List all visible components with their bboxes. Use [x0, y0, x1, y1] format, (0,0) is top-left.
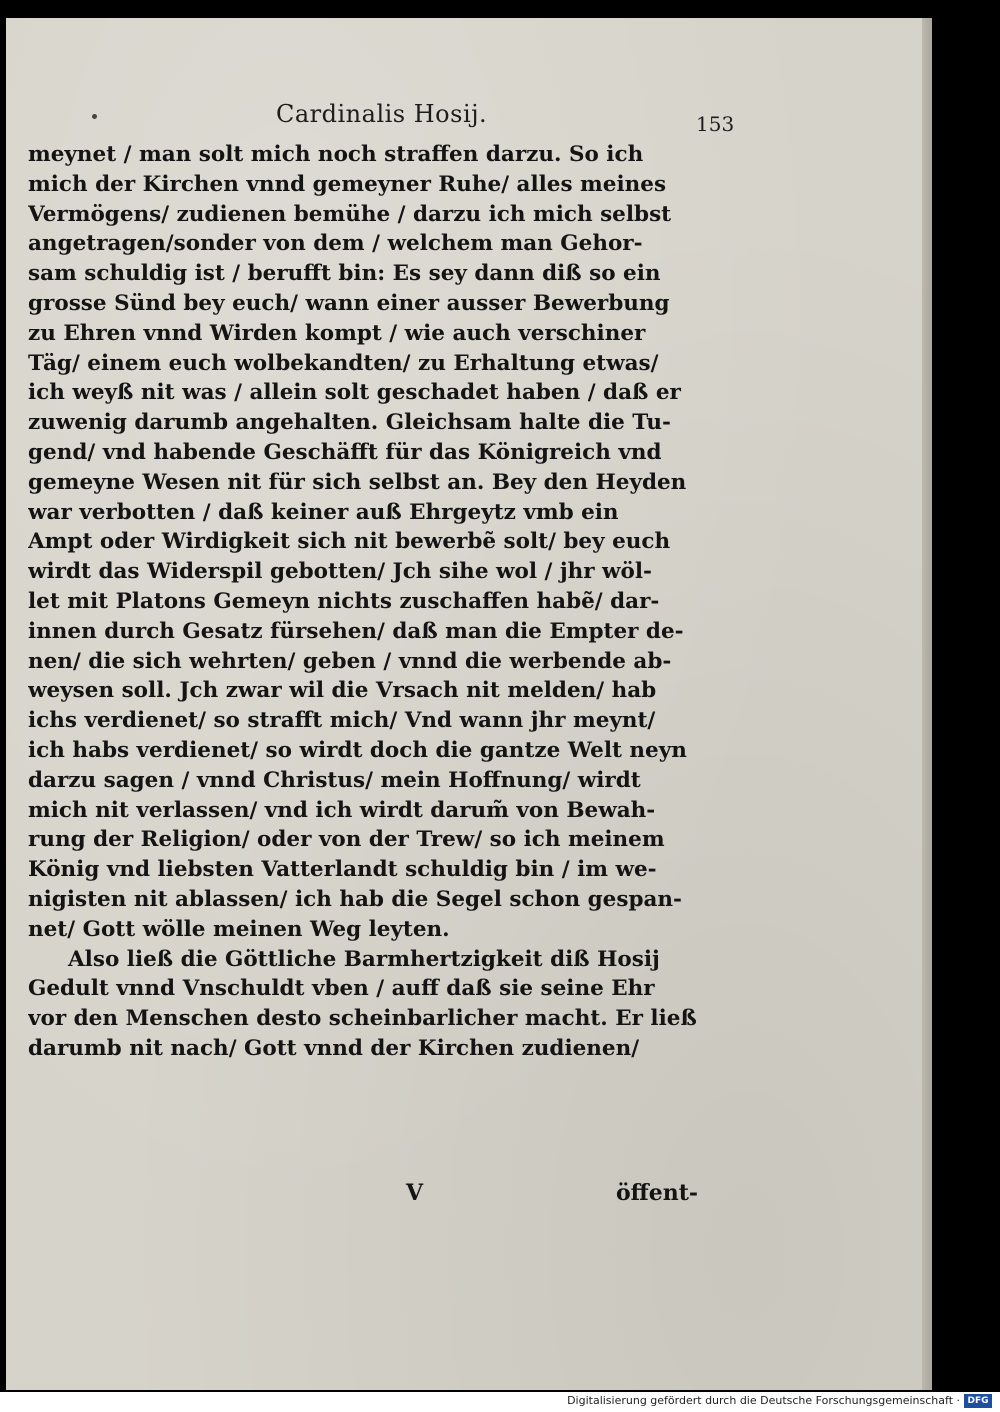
signature-line — [28, 1180, 698, 1210]
text-line: let mit Platons Gemeyn nichts zuschaffen habẽ/ dar- — [28, 588, 660, 614]
text-line: Also ließ die Göttliche Barmhertzigkeit diß Hosij — [68, 946, 660, 972]
text-line: wirdt das Widerspil gebotten/ Jch sihe wol / jhr wöl- — [28, 559, 652, 585]
catchword: öffent- — [615, 1180, 698, 1206]
page-edge — [922, 18, 932, 1390]
signature-mark: V — [406, 1180, 424, 1206]
text-line: ich weyß nit was / allein solt geschadet haben / daß er — [28, 380, 681, 406]
text-line: ichs verdienet/ so strafft mich/ Vnd wann jhr meynt/ — [28, 708, 656, 734]
text-line: zu Ehren vnnd Wirden kompt / wie auch verschiner — [28, 320, 646, 346]
book-page — [6, 18, 932, 1390]
text-line: vor den Menschen desto scheinbarlicher macht. Er ließ — [28, 1006, 697, 1032]
text-line: net/ Gott wölle meinen Weg leyten. — [28, 916, 450, 942]
text-line: König vnd liebsten Vatterlandt schuldig bin / im we- — [28, 857, 657, 883]
text-line: rung der Religion/ oder von der Trew/ so ich meinem — [28, 827, 665, 853]
ornament-dot — [92, 114, 97, 119]
text-line: mich nit verlassen/ vnd ich wirdt darum̃ von Bewah- — [28, 797, 656, 823]
text-line: gemeyne Wesen nit für sich selbst an. Bey den Heyden — [28, 469, 687, 495]
text-line: mich der Kirchen vnnd gemeyner Ruhe/ alles meines — [28, 171, 667, 197]
body-text — [28, 140, 718, 1064]
text-line: zuwenig darumb angehalten. Gleichsam halte die Tu- — [28, 410, 671, 436]
running-head: Cardinalis Hosij. — [276, 100, 488, 128]
page-number: 153 — [696, 112, 735, 136]
text-line: Gedult vnnd Vnschuldt vben / auff daß sie seine Ehr — [28, 976, 655, 1002]
text-line: weysen soll. Jch zwar wil die Vrsach nit melden/ hab — [28, 678, 657, 704]
text-line: angetragen/sonder von dem / welchem man Gehor- — [28, 231, 643, 257]
footer-bar — [0, 1392, 1000, 1412]
text-line: Ampt oder Wirdigkeit sich nit bewerbẽ solt/ bey euch — [28, 529, 671, 555]
text-line: darzu sagen / vnnd Christus/ mein Hoffnung/ wirdt — [28, 767, 641, 793]
text-line: innen durch Gesatz fürsehen/ daß man die Empter de- — [28, 618, 684, 644]
text-line: war verbotten / daß keiner auß Ehrgeytz vmb ein — [28, 499, 619, 525]
text-line: grosse Sünd bey euch/ wann einer ausser Bewerbung — [28, 290, 670, 316]
text-line: darumb nit nach/ Gott vnnd der Kirchen zudienen/ — [28, 1035, 640, 1061]
text-line: Vermögens/ zudienen bemühe / darzu ich mich selbst — [28, 201, 672, 227]
text-line: Täg/ einem euch wolbekandten/ zu Erhaltung etwas/ — [28, 350, 659, 376]
text-line: gend/ vnd habende Geschäfft für das Königreich vnd — [28, 439, 662, 465]
text-line: nigisten nit ablassen/ ich hab die Segel schon gespan- — [28, 886, 682, 912]
dfg-logo: DFG — [964, 1394, 992, 1408]
text-line: meynet / man solt mich noch straffen darzu. So ich — [28, 142, 644, 167]
text-line: ich habs verdienet/ so wirdt doch die gantze Welt neyn — [28, 737, 687, 763]
text-line: sam schuldig ist / berufft bin: Es sey dann diß so ein — [28, 261, 661, 287]
funding-credit: Digitalisierung gefördert durch die Deutsche Forschungsgemeinschaft · — [567, 1394, 960, 1407]
text-line: nen/ die sich wehrten/ geben / vnnd die werbende ab- — [28, 648, 672, 674]
